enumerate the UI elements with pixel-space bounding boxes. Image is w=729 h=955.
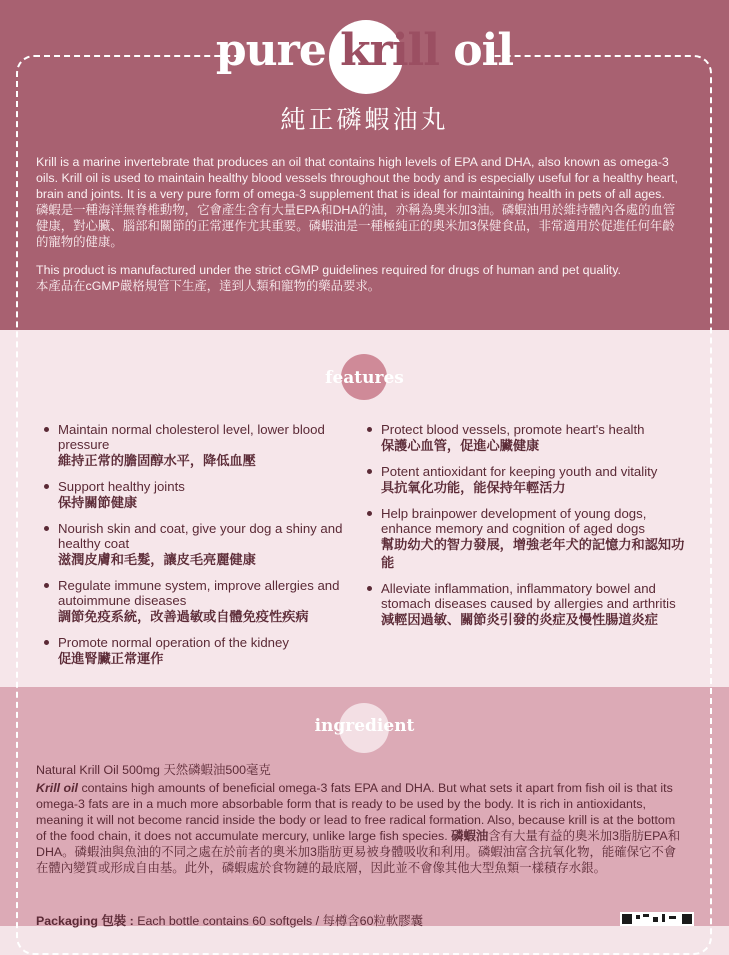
features-list-right xyxy=(367,422,689,638)
list-item xyxy=(44,422,344,470)
ingredient-lead-zh: 磷蝦油 xyxy=(451,829,489,843)
feature-en: Protect blood vessels, promote heart's health xyxy=(381,422,645,437)
feature-en: Support healthy joints xyxy=(58,479,185,494)
feature-zh: 滋潤皮膚和毛髮，讓皮毛亮麗健康 xyxy=(58,552,256,567)
list-item xyxy=(44,521,344,569)
bullet-icon xyxy=(367,511,372,516)
packaging-line xyxy=(36,911,423,929)
list-item xyxy=(367,506,689,572)
feature-zh: 幫助幼犬的智力發展，增強老年犬的記憶力和認知功能 xyxy=(381,537,685,570)
feature-en: Potent antioxidant for keeping youth and vitality xyxy=(381,464,658,479)
ingredient-subtitle: Natural Krill Oil 500mg 天然磷蝦油500毫克 xyxy=(36,763,271,777)
feature-zh: 減輕因過敏、關節炎引發的炎症及慢性腸道炎症 xyxy=(381,612,658,627)
intro-en-1: Krill is a marine invertebrate that produces an oil that contains high levels of EPA and DHA, also known as omega-3 oils. Krill oil is used to maintain healthy blood vessels throughout the body and is especially useful for a healthy heart, brain and joints. It is a very pure form of omega-3 supplement that is ideal for maintaining health in pets of all ages. xyxy=(36,155,678,201)
intro-section xyxy=(36,154,686,294)
bullet-icon xyxy=(44,484,49,489)
feature-en: Nourish skin and coat, give your dog a shiny and healthy coat xyxy=(58,521,343,551)
ingredient-description xyxy=(36,780,686,876)
features-heading: features xyxy=(325,368,404,388)
list-item xyxy=(44,635,344,668)
feature-en: Alleviate inflammation, inflammatory bowel and stomach diseases caused by allergies and arthritis xyxy=(381,581,676,611)
bullet-icon xyxy=(44,640,49,645)
bullet-icon xyxy=(367,427,372,432)
feature-en: Regulate immune system, improve allergies and autoimmune diseases xyxy=(58,578,340,608)
list-item xyxy=(367,464,689,497)
feature-zh: 保護心血管，促進心臟健康 xyxy=(381,438,540,453)
title-pure: pure xyxy=(215,25,341,76)
bullet-icon xyxy=(44,583,49,588)
title-krill: krill xyxy=(340,25,439,76)
feature-zh: 維持正常的膽固醇水平，降低血壓 xyxy=(58,453,256,468)
list-item xyxy=(367,581,689,629)
ingredient-body-zh: 含有大量有益的奧米加3脂肪EPA和DHA。磷蝦油與魚油的不同之處在於前者的奧米加3脂肪更易被身體吸收和利用。磷蝦油富含抗氧化物，能確保它不會在體內變質或形成自由基。此外，磷蝦處於食物鏈的最底層，因此並不會像其他大型魚類一樣積存水銀。 xyxy=(36,829,681,875)
list-item xyxy=(367,422,689,455)
feature-zh: 保持關節健康 xyxy=(58,495,138,510)
intro-en-2: This product is manufactured under the strict cGMP guidelines required for drugs of human and pet quality. xyxy=(36,263,621,277)
ingredient-body-en: contains high amounts of beneficial omega-3 fats EPA and DHA. But what sets it apart from fish oil is that its omega-3 fats are in a much more absorbable form that is ready to be used by the body. It is rich in antioxidants, meaning it will not become rancid inside the body or lead to free radical formation. Also, because krill is at the bottom of the food chain, it does not accumulate mercury, unlike large fish species. xyxy=(36,781,676,843)
bullet-icon xyxy=(367,586,372,591)
features-list-left xyxy=(44,422,344,677)
packaging-label: Packaging 包裝 : xyxy=(36,914,138,928)
feature-en: Maintain normal cholesterol level, lower blood pressure xyxy=(58,422,325,452)
list-item xyxy=(44,578,344,626)
intro-zh-1: 磷蝦是一種海洋無脊椎動物，它會產生含有大量EPA和DHA的油，亦稱為奧米加3油。磷蝦油用於維持體內各處的血管健康，對心臟、腦部和關節的正常運作尤其重要。磷蝦油是一種極純正的奧米加3保健食品，非常適用於促進任何年齡的寵物的健康。 xyxy=(36,203,676,249)
feature-en: Help brainpower development of young dogs, enhance memory and cognition of aged dogs xyxy=(381,506,647,536)
page-title xyxy=(0,25,729,76)
feature-zh: 促進腎臟正常運作 xyxy=(58,651,164,666)
feature-en: Promote normal operation of the kidney xyxy=(58,635,289,650)
qr-code-icon xyxy=(620,912,694,926)
bullet-icon xyxy=(44,526,49,531)
title-oil: oil xyxy=(438,25,514,76)
ingredient-lead: Krill oil xyxy=(36,781,78,795)
list-item xyxy=(44,479,344,512)
page-subtitle: 純正磷蝦油丸 xyxy=(280,105,449,134)
ingredient-heading: ingredient xyxy=(314,716,415,736)
feature-zh: 調節免疫系統，改善過敏或自體免疫性疾病 xyxy=(58,609,309,624)
bullet-icon xyxy=(44,427,49,432)
packaging-text: Each bottle contains 60 softgels / 每樽含60粒軟膠囊 xyxy=(137,914,424,928)
bullet-icon xyxy=(367,469,372,474)
intro-zh-2: 本產品在cGMP嚴格規管下生產，達到人類和寵物的藥品要求。 xyxy=(36,279,381,293)
feature-zh: 具抗氧化功能，能保持年輕活力 xyxy=(381,480,566,495)
